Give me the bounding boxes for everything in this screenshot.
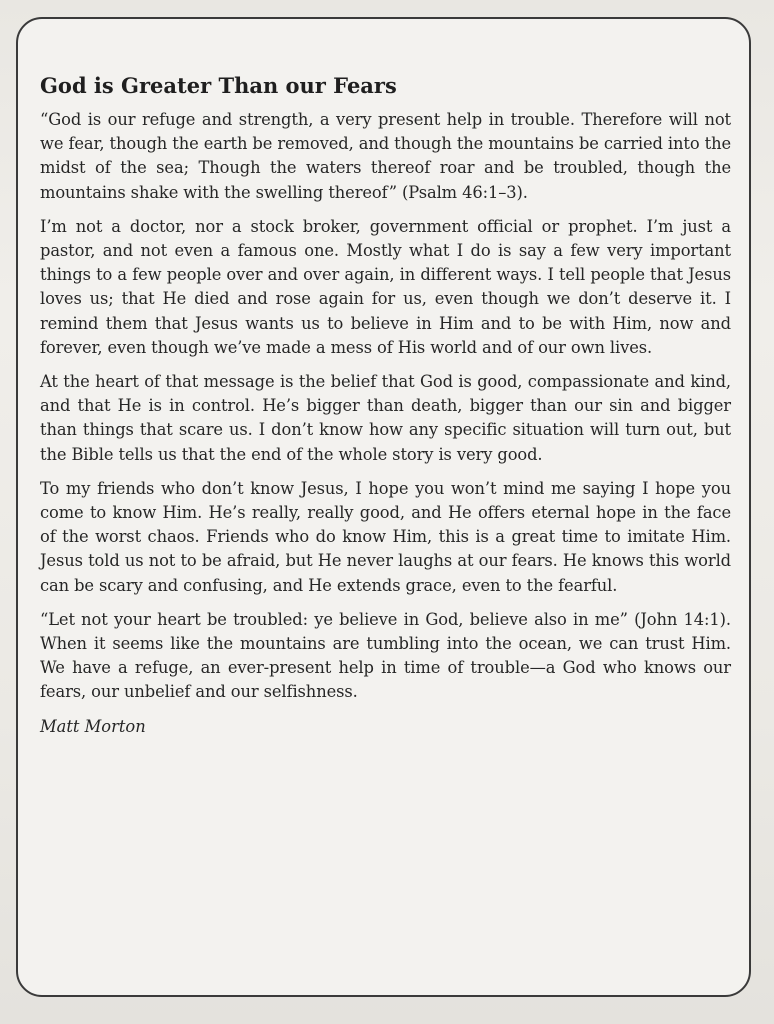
devotional-card [16, 17, 751, 997]
body-paragraph: To my friends who don’t know Jesus, I hope you won’t mind me saying I hope you come to know Him. He’s really, really good, and He offers eternal hope in the face of the worst chaos. Friends who do know Him, this is a great time to imitate Him. Jesus told us not to be afraid, but He never laughs at our fears. He knows this world can be scary and confusing, and He extends grace, even to the fearful. [40, 478, 731, 595]
author-signature: Matt Morton [40, 716, 146, 736]
scripture-paragraph: “God is our refuge and strength, a very present help in trouble. Therefore will not we fear, though the earth be removed, and though the mountains be carried into the midst of the sea; Though the waters thereof roar and be troubled, though the mountains shake with the swelling thereof” (Psalm 46:1–3). [40, 110, 731, 202]
article-title: God is Greater Than our Fears [40, 73, 397, 98]
body-paragraph: At the heart of that message is the belief that God is good, compassionate and kind, and that He is in control. He’s bigger than death, bigger than our sin and bigger than things that scare us. I don’t know how any specific situation will turn out, but the Bible tells us that the end of the whole story is very good. [40, 372, 731, 464]
body-paragraph: “Let not your heart be troubled: ye believe in God, believe also in me” (John 14:1). When it seems like the mountains are tumbling into the ocean, we can trust Him. We have a refuge, an ever-present help in time of trouble—a God who knows our fears, our unbelief and our selfishness. [40, 609, 731, 702]
body-paragraph: I’m not a doctor, nor a stock broker, government official or prophet. I’m just a pastor, and not even a famous one. Mostly what I do is say a few very important things to a few people over and over again, in different ways. I tell people that Jesus loves us; that He died and rose again for us, even though we don’t deserve it. I remind them that Jesus wants us to believe in Him and to be with Him, now and forever, even though we’ve made a mess of His world and of our own lives. [40, 216, 731, 357]
